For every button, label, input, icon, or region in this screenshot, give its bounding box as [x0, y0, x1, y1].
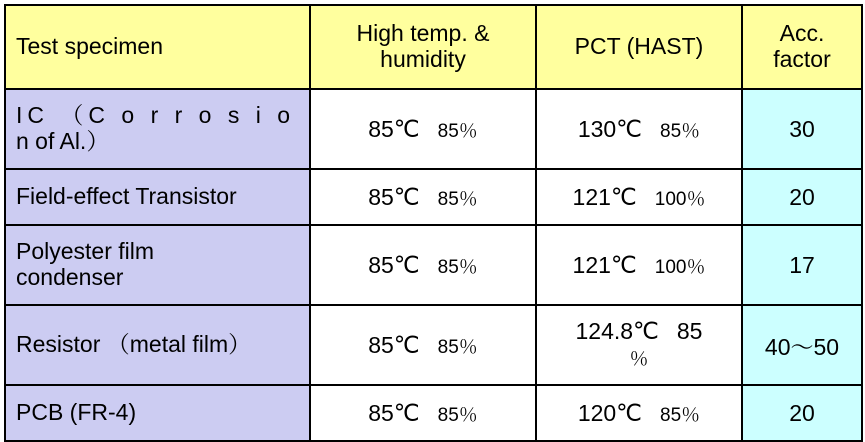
- header-high-temp-humidity-line2: humidity: [380, 46, 466, 72]
- cell-specimen-line2: condenser: [16, 264, 124, 290]
- cell-specimen: [5, 225, 310, 305]
- table-container: [4, 4, 861, 430]
- value-rh: 100％: [654, 188, 706, 210]
- header-pct-hast: PCT (HAST): [536, 5, 742, 89]
- value-temp: 85℃: [368, 183, 420, 210]
- header-high-temp-humidity-line1: High temp. &: [356, 20, 490, 47]
- cell-specimen: Field-effect Transistor: [5, 169, 310, 225]
- table-row: [5, 169, 862, 225]
- cell-pct-hast: [536, 89, 742, 169]
- value-temp: 121℃: [572, 183, 637, 210]
- header-high-temp-humidity: [310, 5, 536, 89]
- table-row: [5, 225, 862, 305]
- value-rh: 85％: [660, 404, 701, 426]
- cell-pct-hast: [536, 225, 742, 305]
- value-rh: 85％: [437, 404, 478, 426]
- value-temp: 85℃: [368, 251, 420, 278]
- value-rh: 100％: [654, 256, 706, 278]
- cell-high-temp-humidity: [310, 305, 536, 385]
- value-rh: 85％: [660, 120, 701, 142]
- cell-specimen: [5, 89, 310, 169]
- cell-acc-factor: 17: [742, 225, 862, 305]
- cell-specimen-line1: Polyester film: [16, 238, 155, 265]
- value-temp: 130℃: [577, 115, 643, 142]
- header-row: [5, 5, 862, 89]
- cell-acc-factor: 40〜50: [742, 305, 862, 385]
- cell-high-temp-humidity: [310, 385, 536, 441]
- value-temp: 121℃: [572, 251, 637, 278]
- value-rh: 85％: [437, 188, 478, 210]
- header-acc-factor: [742, 5, 862, 89]
- value-rh-unit: ％: [629, 349, 649, 370]
- table-row: [5, 305, 862, 385]
- specimen-acceleration-factor-table: [4, 4, 863, 442]
- cell-acc-factor: 30: [742, 89, 862, 169]
- value-temp: 85℃: [368, 115, 420, 142]
- value-temp: 85℃: [368, 331, 420, 358]
- cell-specimen-line2: n of Al.）: [16, 128, 110, 154]
- cell-specimen: PCB (FR-4): [5, 385, 310, 441]
- cell-high-temp-humidity: [310, 89, 536, 169]
- cell-acc-factor: 20: [742, 169, 862, 225]
- value-rh: 85: [676, 318, 703, 345]
- value-temp: 120℃: [577, 399, 643, 426]
- header-test-specimen: Test specimen: [5, 5, 310, 89]
- value-rh: 85％: [437, 120, 478, 142]
- cell-specimen-line1: IC （C o r r o s i o: [16, 102, 296, 129]
- header-acc-factor-line2: factor: [773, 46, 831, 72]
- table-row: [5, 385, 862, 441]
- table-row: [5, 89, 862, 169]
- value-rh: 85％: [437, 256, 478, 278]
- value-temp: 124.8℃: [575, 318, 659, 345]
- cell-specimen: Resistor （metal film）: [5, 305, 310, 385]
- value-temp: 85℃: [368, 399, 420, 426]
- cell-pct-hast: [536, 385, 742, 441]
- header-acc-factor-line1: Acc.: [779, 20, 825, 47]
- cell-pct-hast: [536, 305, 742, 385]
- cell-high-temp-humidity: [310, 169, 536, 225]
- table-header: [5, 5, 862, 89]
- table-body: [5, 89, 862, 441]
- value-rh: 85％: [437, 336, 478, 358]
- cell-pct-hast: [536, 169, 742, 225]
- cell-high-temp-humidity: [310, 225, 536, 305]
- cell-acc-factor: 20: [742, 385, 862, 441]
